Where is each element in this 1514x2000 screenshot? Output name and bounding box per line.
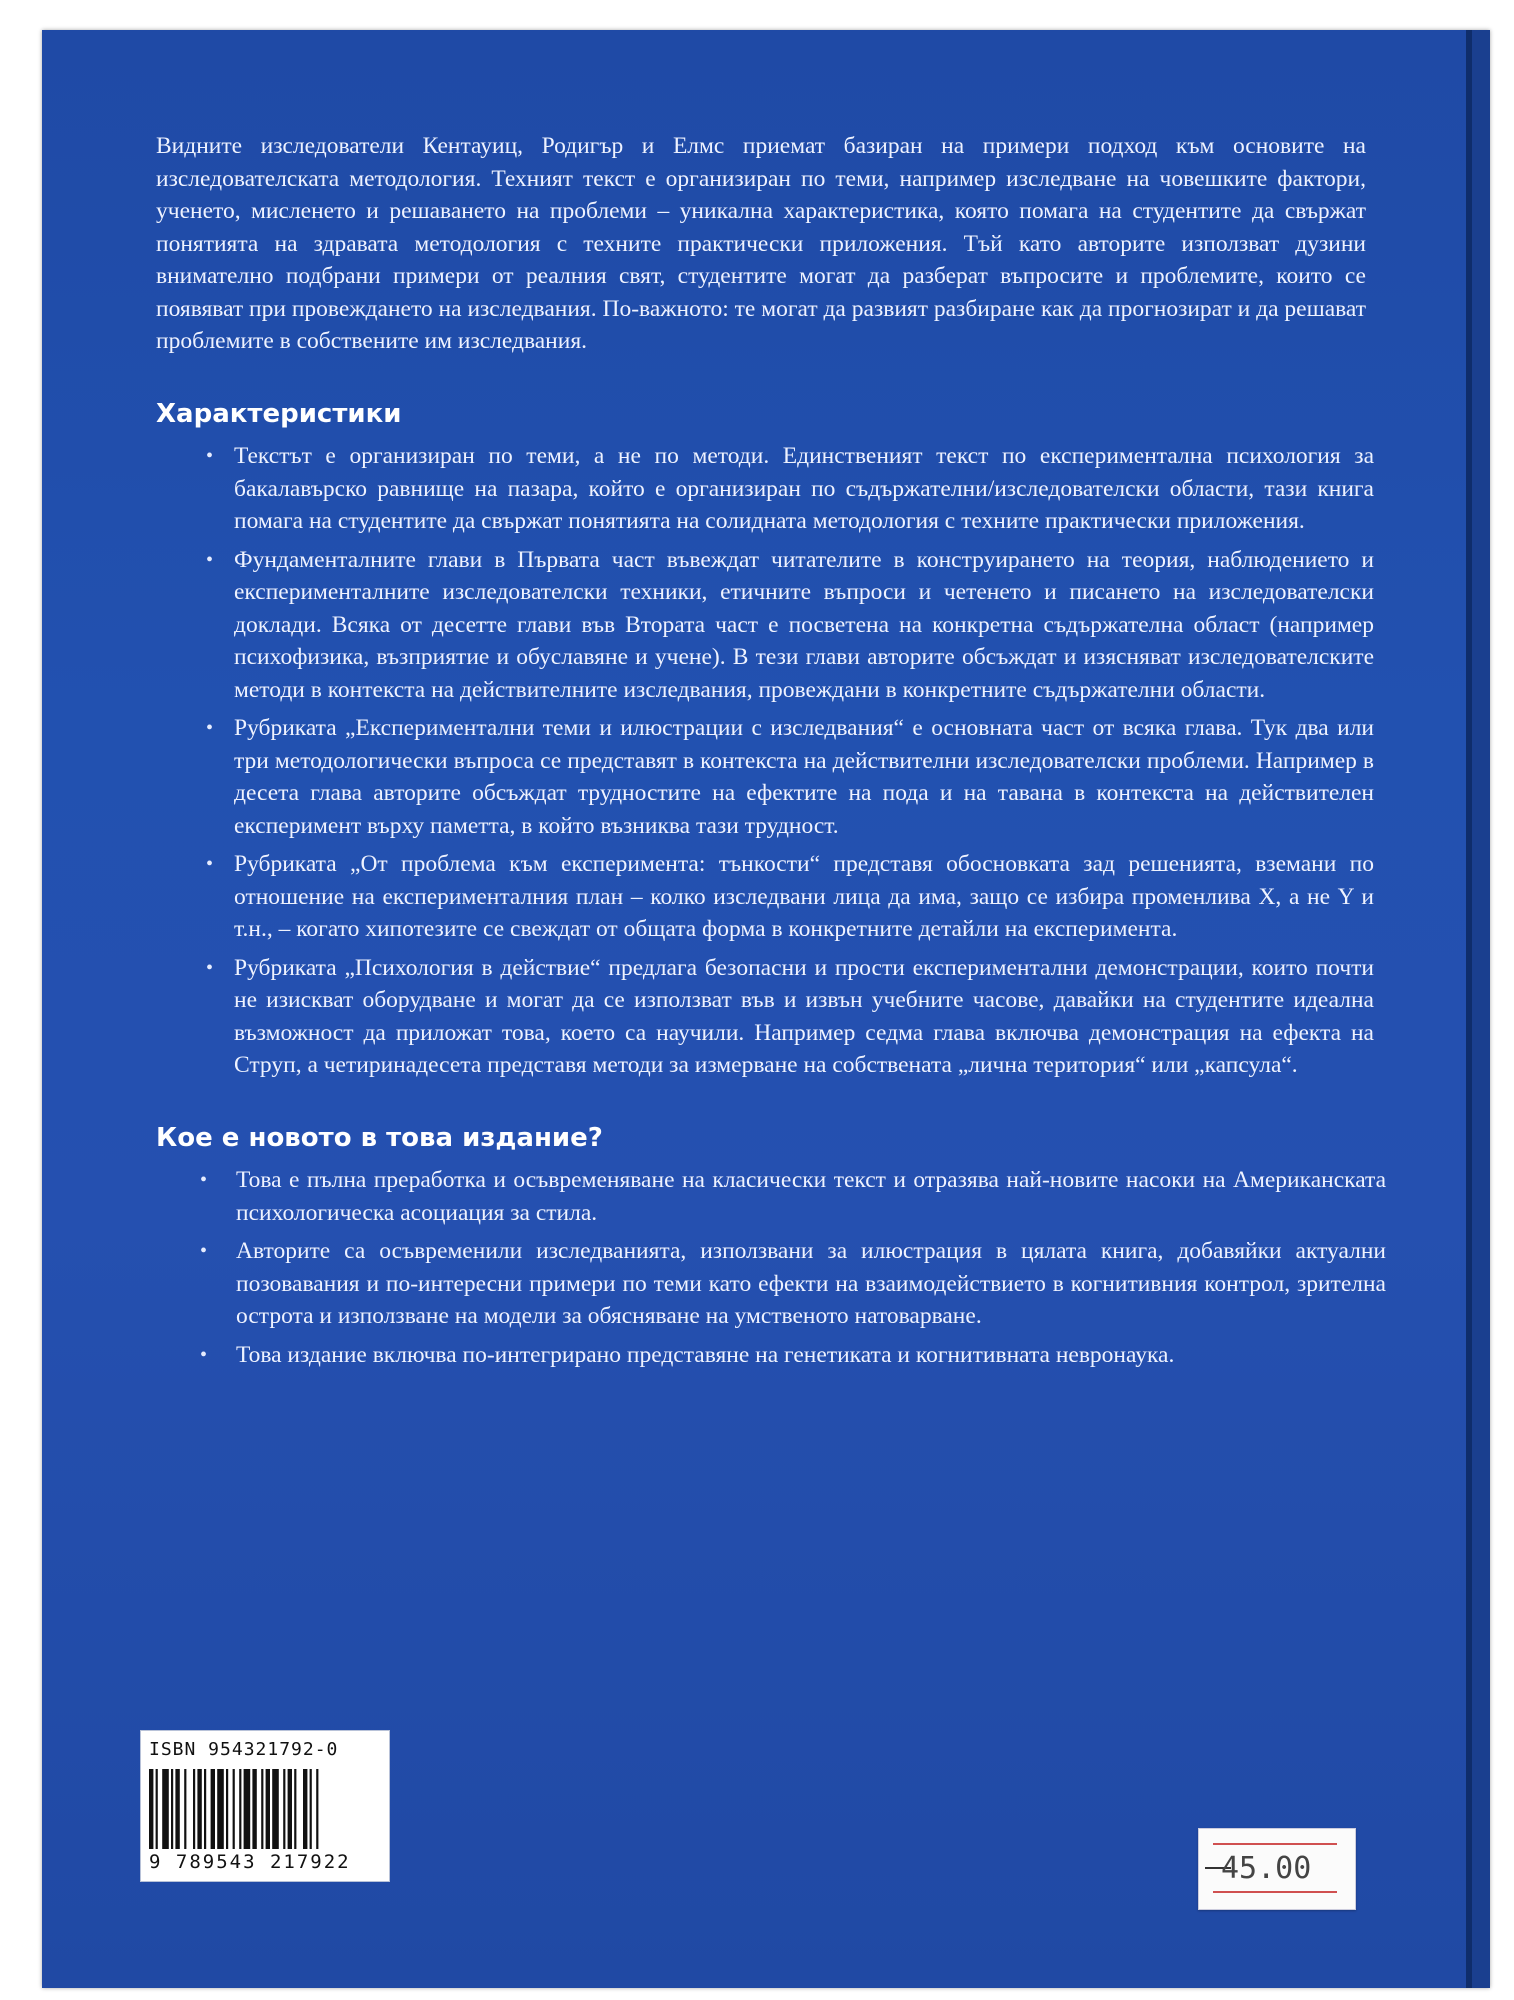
new-edition-heading: Кое е новото в това издание?	[156, 1122, 603, 1153]
book-back-cover	[42, 30, 1490, 1988]
cover-spine-edge	[1466, 30, 1472, 1988]
cover-text-content	[156, 130, 1406, 1377]
price-value: 45.00	[1221, 1851, 1312, 1886]
bullet-icon: •	[206, 445, 214, 467]
new-edition-list	[156, 1164, 1406, 1371]
barcode-icon	[149, 1769, 381, 1849]
list-item: • Фундаменталните глави в Първата част въвеждат читателите в конструирането на теория, наблюдението и експерименталните изследователски техники, етичните въпроси и четенето и писането на изследователски доклади. Всяка от десетте глави във Втората част е посветена на конкретна съдържателна област (например психофизика, възприятие и обуславяне и учене). В тези глави авторите обсъждат и изясняват изследователските методи в контекста на действителните изследвания, провеждани в конкретните съдържателни области.	[156, 544, 1374, 707]
bullet-icon: •	[206, 853, 214, 875]
price-sticker	[1198, 1828, 1356, 1910]
isbn-barcode-label	[140, 1730, 390, 1882]
list-item: • Авторите са осъвременили изследванията, използвани за илюстрация в цялата книга, добавяйки актуални позовавания и по-интересни примери по теми като ефекти на взаимодействието в когнитивния контрол, зрителна острота и използване на модели за обясняване на умственото натоварване.	[156, 1235, 1386, 1333]
features-list	[156, 440, 1406, 1082]
bullet-icon: •	[206, 956, 214, 979]
barcode-number: 9 789543 217922	[149, 1851, 351, 1873]
list-item: • Рубриката „От проблема към експеримента: тънкости“ представя обосновката зад решенията, вземани по отношение на експерименталния план – колко изследвани лица да има, защо се избира променлива X, а не Y и т.н., – когато хипотезите се свеждат от общата форма в конкретните детайли на експеримента.	[156, 848, 1374, 946]
bullet-icon: •	[200, 1240, 208, 1262]
list-item: • Това е пълна преработка и осъвременяване на класически текст и отразява най-новите насоки на Американската психологическа асоциация за стила.	[156, 1164, 1386, 1229]
list-item: • Рубриката „Експериментални теми и илюстрации с изследвания“ е основната част от всяка глава. Тук два или три методологически въпроса се представят в контекста на действителни изследователски проблеми. Например в десета глава авторите обсъждат трудностите на ефектите на пода и на тавана в контекста на действителен експеримент върху паметта, в който възниква тази трудност.	[156, 712, 1374, 842]
bullet-icon: •	[206, 717, 214, 739]
list-item: • Рубриката „Психология в действие“ предлага безопасни и прости експериментални демонстрации, които почти не изискват оборудване и могат да се използват във и извън учебните часове, давайки на студентите идеална възможност да приложат това, което са научили. Например седма глава включва демонстрация на ефекта на Струп, а четиринадесета представя методи за измерване на собствената „лична територия“ или „капсула“.	[156, 952, 1374, 1082]
bullet-icon: •	[200, 1169, 208, 1191]
bullet-icon: •	[206, 548, 214, 571]
list-item: • Това издание включва по-интегрирано представяне на генетиката и когнитивната невронаука.	[156, 1339, 1386, 1372]
list-item: • Текстът е организиран по теми, а не по методи. Единственият текст по експериментална психология за бакалавърско равнище на пазара, който е организиран по съдържателни/изследователски области, тази книга помага на студентите да свържат понятията на солидната методология с техните практически приложения.	[156, 440, 1374, 538]
intro-paragraph: Видните изследователи Кентауиц, Родигър и Елмс приемат базиран на примери подход към основите на изследователската методология. Техният текст е организиран по теми, например изследване на човешките фактори, ученето, мисленето и решаването на проблеми – уникална характеристика, която помага на студентите да свържат понятията на здравата методология с техните практически приложения. Тъй като авторите използват дузини внимателно подбрани примери от реалния свят, студентите могат да разберат въпросите и проблемите, които се появяват при провеждането на изследвания. По-важното: те могат да развият разбиране как да прогнозират и да решават проблемите в собствените им изследвания.	[156, 133, 1366, 354]
features-heading: Характеристики	[156, 398, 402, 429]
bullet-icon: •	[200, 1343, 208, 1366]
isbn-text: ISBN 954321792-0	[149, 1739, 339, 1760]
